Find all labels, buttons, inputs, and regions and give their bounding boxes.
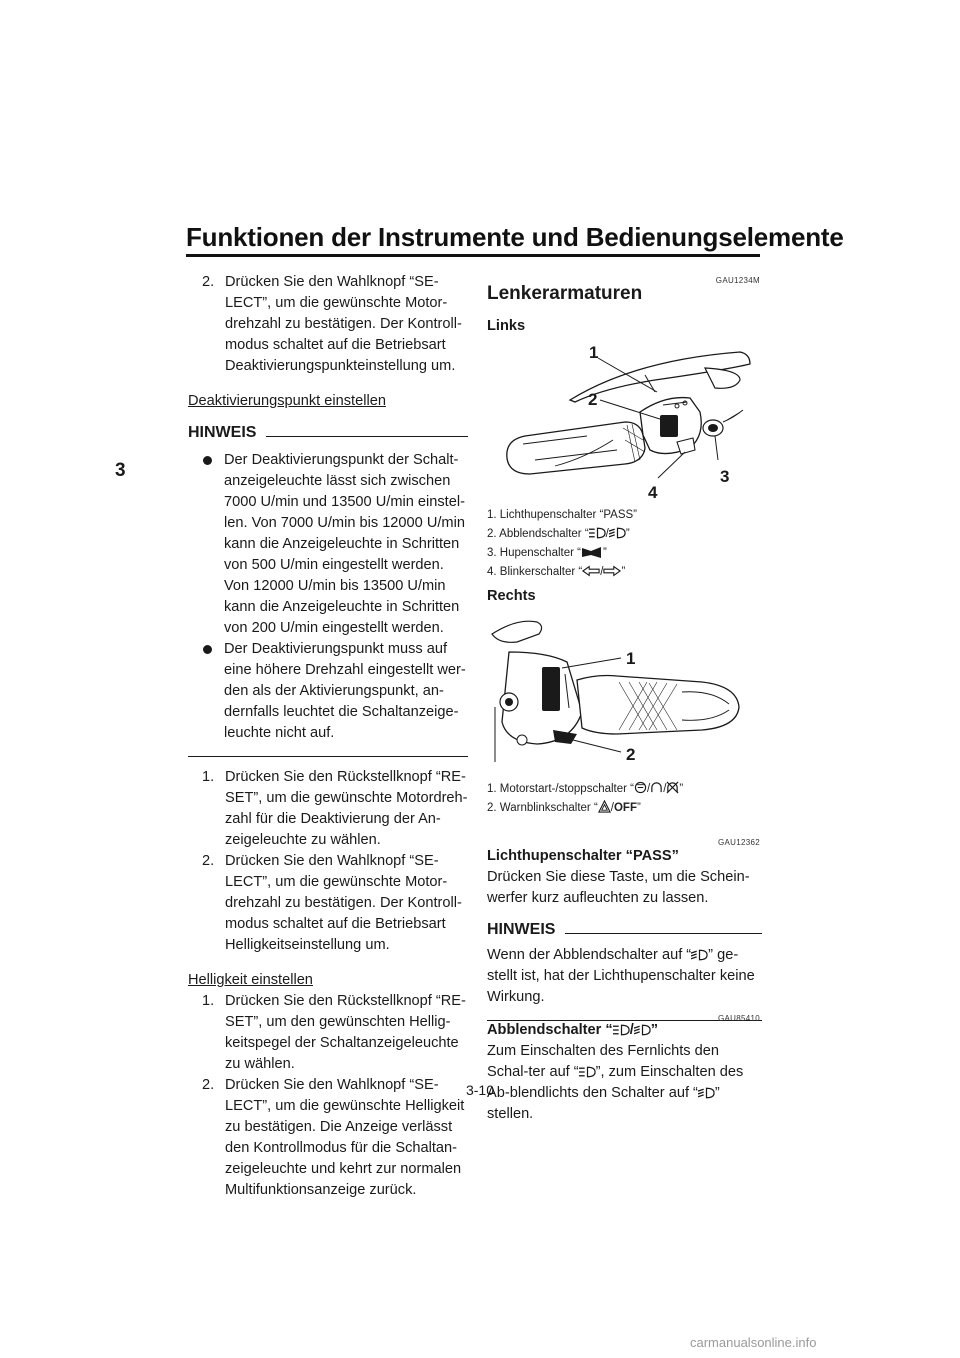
watermark: carmanualsonline.info: [690, 1335, 817, 1350]
bullet-text: Der Deaktivierungspunkt muss auf eine höhere Drehzahl eingestellt wer-den als der Aktivierungspunkt, an-dernfalls leuchtet die Schaltanzeige-leuchte nicht auf.: [224, 641, 466, 741]
step-item: [188, 991, 468, 1075]
horn-icon: [581, 546, 603, 558]
figure2-captions: [487, 780, 762, 818]
right-handlebar-illustration: [487, 612, 762, 777]
step-number: 2.: [202, 1077, 215, 1093]
note-rule: [266, 436, 468, 437]
fig1-callout-4: 4: [648, 483, 658, 500]
heading-pass-switch: Lichthupenschalter “PASS”: [487, 848, 679, 864]
hazard-icon: [598, 800, 611, 813]
reference-code: GAU1234M: [715, 276, 760, 285]
subheading-links: Links: [487, 318, 526, 334]
low-beam-icon: [691, 949, 708, 961]
step-number: 2.: [202, 853, 215, 869]
fig1-callout-3: 3: [720, 467, 730, 486]
reference-code: GAU12362: [718, 838, 760, 847]
note-text: Wenn der Abblendschalter auf “ ” ge-stellt ist, hat der Lichthupenschalter keine Wirkung.: [487, 947, 755, 1005]
step-number: 1.: [202, 993, 215, 1009]
fig2-callout-2: 2: [626, 745, 636, 764]
note-label: HINWEIS: [188, 424, 257, 441]
paragraph-dimmer-switch: Zum Einschalten des Fernlichts den Schal-ter auf “ ”, zum Einschalten des Ab-blendlichts den Schalter auf “ ” stellen.: [487, 1043, 744, 1122]
heading-dimmer-switch: Abblendschalter “ / ”: [487, 1022, 659, 1038]
subheading-rechts: Rechts: [487, 588, 536, 604]
turn-left-icon: [582, 565, 600, 577]
step-text: Drücken Sie den Wahlknopf “SE-LECT”, um die gewünschte Motor-drehzahl zu bestätigen. Der Kontroll-modus schaltet auf die Betriebsart Helligkeitseinstellung um.: [225, 853, 462, 953]
caption-start-stop-switch: 1. Motorstart-/stoppschalter “ / / ”: [487, 783, 684, 795]
page-number: 3-10: [465, 1082, 495, 1098]
caption-dimmer-switch: 2. Abblendschalter “ / ”: [487, 528, 630, 540]
bullet-dot-icon: [203, 456, 212, 465]
left-handlebar-illustration: [495, 340, 760, 500]
note-header: [487, 919, 762, 941]
caption-turn-signal-switch: 4. Blinkerschalter “ / ”: [487, 566, 626, 578]
turn-right-icon: [603, 565, 621, 577]
note-label: HINWEIS: [487, 921, 556, 938]
off-label: OFF: [613, 802, 637, 814]
section-heading-helligkeit: Helligkeit einstellen: [188, 972, 313, 988]
bullet-dot-icon: [203, 645, 212, 654]
dimmer-section: [487, 1020, 762, 1125]
fig1-callout-2: 2: [588, 390, 598, 409]
note-header: [188, 422, 468, 444]
bullet-text: Der Deaktivierungspunkt der Schalt-anzeigeleuchte lässt sich zwischen 7000 U/min und 13500 U/min einstel-len. Von 7000 U/min bis 12000 U/min kann die Anzeigeleuchte in Schritten von 500 U/min eingestellt werden. Von 12000 U/min bis 13500 U/min kann die Anzeigeleuchte in Schritten von 200 U/min eingestellt werden.: [224, 452, 465, 636]
reference-code: GAU85410: [718, 1014, 760, 1023]
right-text-block: [487, 846, 762, 1021]
fig2-callout-1: 1: [626, 649, 636, 668]
header-rule: [186, 254, 760, 257]
step-item: [188, 851, 468, 956]
page-header-title: Funktionen der Instrumente und Bedienungselemente: [186, 222, 844, 252]
engine-run-icon: [650, 781, 663, 794]
figure1-captions: [487, 506, 762, 582]
step-text: Drücken Sie den Rückstellknopf “RE-SET”, um den gewünschten Hellig-keitspegel der Schaltanzeigeleuchte zu wählen.: [225, 993, 466, 1072]
note-bullet: [188, 450, 468, 639]
caption-horn-switch: 3. Hupenschalter “ ”: [487, 547, 607, 559]
note-rule: [565, 933, 762, 934]
left-column: [188, 272, 468, 1201]
intro-step: [188, 272, 468, 377]
low-beam-icon: [609, 527, 626, 539]
section-title-lenkerarmaturen: Lenkerarmaturen: [487, 283, 643, 304]
step-number: 2.: [202, 274, 215, 290]
step-text: Drücken Sie den Wahlknopf “SE-LECT”, um die gewünschte Motor-drehzahl zu bestätigen. Der Kontroll-modus schaltet auf die Betriebsart Deaktivierungspunkteinstellung um.: [225, 274, 462, 374]
step-item: [188, 767, 468, 851]
step-text: Drücken Sie den Wahlknopf “SE-LECT”, um die gewünschte Helligkeit zu bestätigen. Die Anzeige verlässt den Kontrollmodus für die Schaltan-zeigeleuchte und kehrt zur normalen Multifunktionsanzeige zurück.: [225, 1077, 465, 1198]
high-beam-icon: [579, 1066, 596, 1078]
chapter-tab: 3: [115, 460, 126, 481]
start-icon: [634, 781, 647, 794]
section-heading-deaktivierungspunkt: Deaktivierungspunkt einstellen: [188, 393, 386, 409]
high-beam-icon: [613, 1024, 630, 1036]
caption-pass-switch: 1. Lichthupenschalter “PASS”: [487, 509, 638, 521]
high-beam-icon: [589, 527, 606, 539]
note-bullet: [188, 639, 468, 744]
step-number: 1.: [202, 769, 215, 785]
caption-hazard-switch: 2. Warnblinkschalter “ /OFF”: [487, 802, 641, 814]
engine-stop-icon: [666, 781, 679, 794]
fig1-callout-1: 1: [589, 343, 599, 362]
step-text: Drücken Sie den Rückstellknopf “RE-SET”, um die gewünschte Motordreh-zahl für die Deaktivierung der An-zeigeleuchte zu wählen.: [225, 769, 468, 848]
low-beam-icon: [634, 1024, 651, 1036]
paragraph-pass-switch: Drücken Sie diese Taste, um die Schein-werfer kurz aufleuchten zu lassen.: [487, 869, 750, 906]
